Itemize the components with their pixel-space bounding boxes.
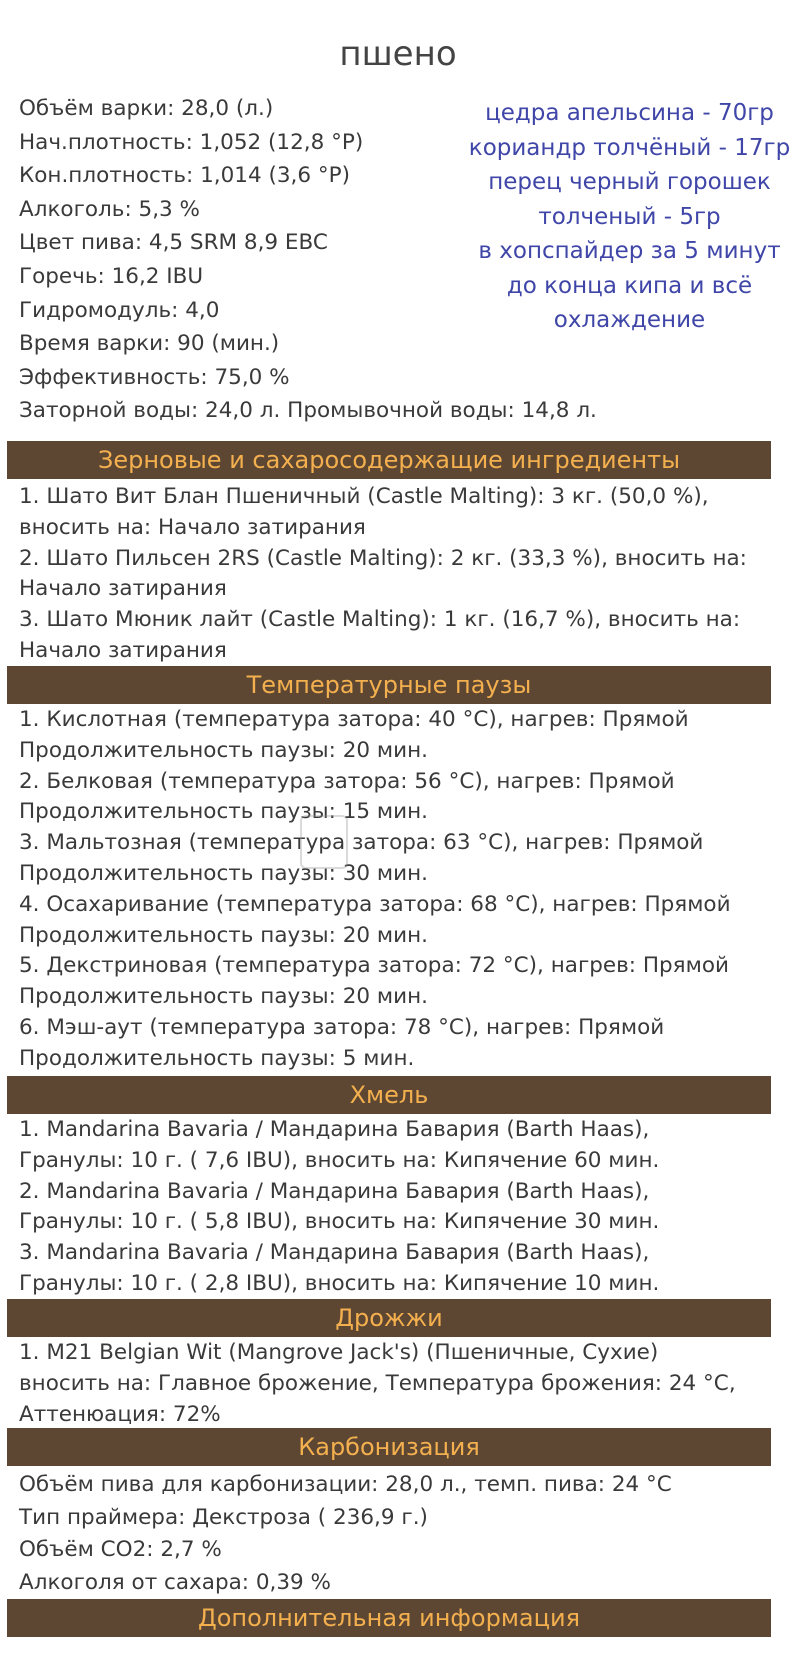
- hop-line: Гранулы: 10 г. ( 2,8 IBU), вносить на: Кипячение 10 мин.: [19, 1270, 660, 1296]
- pauses-list: [19, 705, 731, 1075]
- param-og: Нач.плотность: 1,052 (12,8 °P): [19, 129, 364, 155]
- param-abv: Алкоголь: 5,3 %: [19, 196, 200, 222]
- hop-line: 3. Mandarina Bavaria / Мандарина Бавария (Barth Haas),: [19, 1240, 650, 1266]
- grains-heading: Зерновые и сахаросодержащие ингредиенты: [7, 441, 771, 479]
- hop-line: 2. Mandarina Bavaria / Мандарина Бавария (Barth Haas),: [19, 1178, 650, 1204]
- pause-line: Продолжительность паузы: 15 мин.: [19, 799, 429, 825]
- carbonation-line: Объём пива для карбонизации: 28,0 л., темп. пива: 24 °C: [19, 1472, 672, 1497]
- pause-line: 3. Мальтозная (температура затора: 63 °C), нагрев: Прямой: [19, 830, 704, 856]
- param-water: Заторной воды: 24,0 л. Промывочной воды: 14,8 л.: [19, 398, 597, 424]
- yeast-list: [19, 1338, 736, 1430]
- carbonation-line: Тип праймера: Декстроза ( 236,9 г.): [19, 1504, 428, 1530]
- grain-line: 2. Шато Пильсен 2RS (Castle Malting): 2 кг. (33,3 %), вносить на:: [19, 545, 747, 571]
- hops-heading: Хмель: [7, 1076, 771, 1114]
- pause-line: 4. Осахаривание (температура затора: 68 °C), нагрев: Прямой: [19, 891, 731, 917]
- grain-line: 3. Шато Мюник лайт (Castle Malting): 1 кг. (16,7 %), вносить на:: [19, 607, 741, 633]
- handwritten-note: [452, 96, 796, 338]
- param-boil-time: Время варки: 90 (мин.): [19, 331, 280, 357]
- grain-line: вносить на: Начало затирания: [19, 514, 366, 540]
- yeast-line: Аттенюация: 72%: [19, 1401, 221, 1427]
- grain-line: Начало затирания: [19, 576, 227, 602]
- yeast-line: 1. M21 Belgian Wit (Mangrove Jack's) (Пшеничные, Сухие): [19, 1340, 659, 1365]
- carbonation-list: [19, 1469, 672, 1599]
- carbonation-line: Объём CO2: 2,7 %: [19, 1537, 222, 1562]
- hop-line: Гранулы: 10 г. ( 5,8 IBU), вносить на: Кипячение 30 мин.: [19, 1209, 660, 1235]
- pause-line: 2. Белковая (температура затора: 56 °C), нагрев: Прямой: [19, 768, 675, 794]
- pause-line: Продолжительность паузы: 5 мин.: [19, 1045, 415, 1071]
- pause-line: 5. Декстриновая (температура затора: 72 °C), нагрев: Прямой: [19, 953, 729, 979]
- recipe-title: пшено: [339, 34, 457, 74]
- hops-list: [19, 1115, 659, 1300]
- note-line: до конца кипа и всё: [506, 272, 753, 299]
- note-line: перец черный горошек: [488, 169, 771, 195]
- pause-line: Продолжительность паузы: 20 мин.: [19, 737, 429, 763]
- pauses-heading: Температурные паузы: [7, 666, 771, 704]
- watermark-logo: [300, 815, 348, 869]
- note-line: в хопспайдер за 5 минут: [478, 238, 781, 264]
- yeast-heading: Дрожжи: [7, 1299, 771, 1337]
- yeast-line: вносить на: Главное брожение, Температура брожения: 24 °C,: [19, 1370, 736, 1396]
- carbonation-line: Алкоголя от сахара: 0,39 %: [19, 1569, 331, 1595]
- param-bitterness: Горечь: 16,2 IBU: [19, 263, 204, 289]
- hop-line: 1. Mandarina Bavaria / Мандарина Бавария (Barth Haas),: [19, 1117, 650, 1142]
- param-water-ratio: Гидромодуль: 4,0: [19, 297, 220, 323]
- note-line: толченый - 5гр: [538, 203, 721, 230]
- param-efficiency: Эффективность: 75,0 %: [19, 364, 290, 390]
- note-line: цедра апельсина - 70гр: [485, 100, 774, 126]
- hop-line: Гранулы: 10 г. ( 7,6 IBU), вносить на: Кипячение 60 мин.: [19, 1147, 660, 1173]
- grain-line: 1. Шато Вит Блан Пшеничный (Castle Malting): 3 кг. (50,0 %),: [19, 484, 709, 509]
- grain-line: Начало затирания: [19, 637, 227, 663]
- note-line: кориандр толчёный - 17гр: [468, 134, 791, 161]
- pause-line: 1. Кислотная (температура затора: 40 °C), нагрев: Прямой: [19, 707, 689, 732]
- note-line: охлаждение: [553, 307, 706, 333]
- param-fg: Кон.плотность: 1,014 (3,6 °P): [19, 163, 350, 189]
- pause-line: Продолжительность паузы: 20 мин.: [19, 922, 429, 948]
- pause-line: 6. Мэш-аут (температура затора: 78 °C), нагрев: Прямой: [19, 1014, 665, 1040]
- grains-list: [19, 482, 747, 667]
- pause-line: Продолжительность паузы: 20 мин.: [19, 984, 429, 1010]
- carbonation-heading: Карбонизация: [7, 1428, 771, 1466]
- param-color: Цвет пива: 4,5 SRM 8,9 EBC: [19, 230, 328, 256]
- extra-info-heading: Дополнительная информация: [7, 1599, 771, 1637]
- param-volume: Объём варки: 28,0 (л.): [19, 96, 274, 121]
- pause-line: Продолжительность паузы: 30 мин.: [19, 860, 429, 886]
